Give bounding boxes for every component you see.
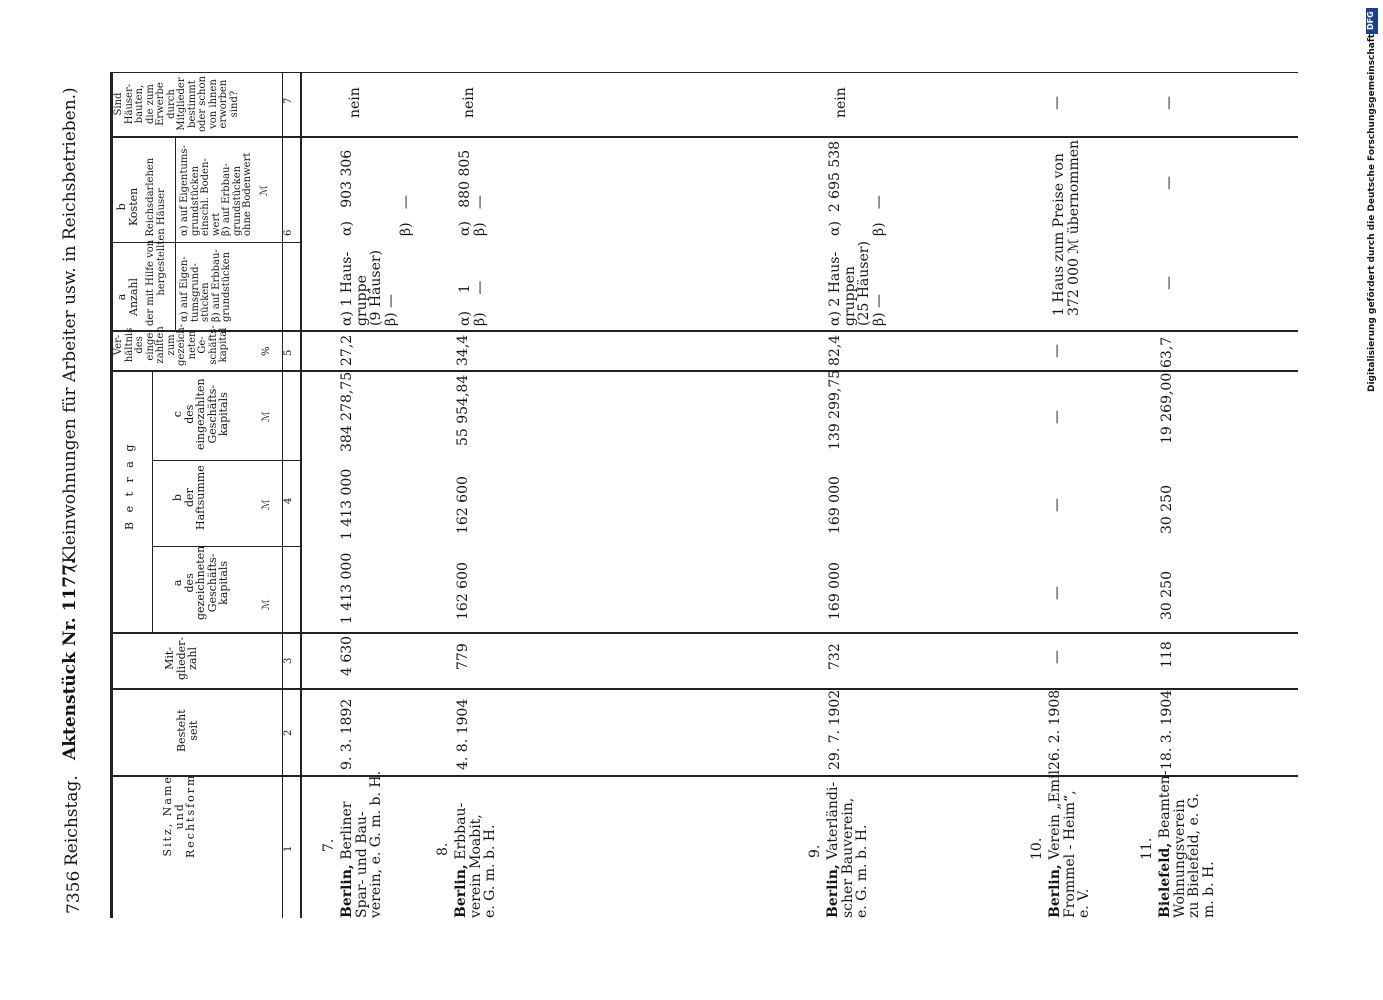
row10-buyers: — [1049, 96, 1065, 110]
col-rule-1-2 [110, 775, 1298, 777]
row10-capital-subscribed: — [1049, 586, 1065, 600]
number-row-rule [282, 72, 283, 918]
colnum-4: 4 [283, 497, 294, 504]
col1-header: Sitz, Name und Rechtsform [161, 773, 198, 858]
row8-ratio: 34,4 [455, 334, 471, 366]
col-rule-6-7 [110, 136, 1298, 138]
col3-header: Mit- glieder- zahl [163, 636, 200, 680]
col6b-subheader: α) auf Eigentums- grundstücken einschl. Boden- wert β) auf Erbbau- grundstücken ohne Bodenwert [179, 145, 253, 236]
row7-liability: 1 413 000 [339, 468, 355, 540]
row11-liability: 30 250 [1159, 485, 1175, 534]
row11-members: 118 [1159, 641, 1175, 668]
table-border-top [110, 72, 1298, 73]
col-rule-5-6 [110, 330, 1298, 332]
col-rule-2-3 [110, 688, 1298, 690]
row7-buyers: nein [347, 87, 363, 118]
table-border-left [110, 72, 113, 918]
col-rule-4-5 [110, 370, 1298, 372]
col5-header: Ver- hältnis des einge- zahlten zum gezeich- neten Ge- schäfts- kapital [113, 323, 229, 366]
unit-4c: ℳ [261, 411, 272, 422]
row11-buyers: — [1161, 96, 1177, 110]
row9-name: Berlin, Vaterländi- scher Bauverein, e. G. m. b. H. [825, 781, 871, 918]
digitization-credit: Digitalisierung gefördert durch die Deutsche Forschungsgemeinschaft [1367, 33, 1377, 392]
row8-since: 4. 8. 1904 [455, 698, 471, 770]
col-rule-4b-4c [152, 460, 300, 461]
row8-house-cost: α) 880 805 β) — [457, 149, 488, 236]
row11-since: 18. 3. 1904 [1159, 689, 1175, 770]
col2-header: Besteht seit [175, 709, 200, 752]
row7-capital-subscribed: 1 413 000 [339, 552, 355, 624]
row9-ratio: 82,4 [827, 334, 843, 366]
row7-ratio: 27,2 [339, 334, 355, 366]
row7-house-count: α) 1 Haus- gruppe (9 Häuser) β) — [339, 249, 400, 326]
col7-header: Sind Häuser- bauten, die zum Erwerbe durch Mitglieder bestimmt oder schon von ihnen erworben sind? [113, 76, 240, 132]
betrag-span-rule [152, 370, 153, 632]
col6-span-header: der mit Hilfe von Reichsdarlehen hergestellten Häuser [145, 157, 167, 326]
colnum-2: 2 [283, 729, 294, 736]
row11-name: Bielefeld, Beamten- Wohnungsverein zu Bielefeld, e. G. m. b. H. [1157, 770, 1218, 918]
header-body-rule [300, 72, 302, 918]
col6-span-rule [175, 138, 176, 330]
row11-house-count: — [1161, 276, 1177, 290]
row9-members: 732 [827, 643, 843, 670]
col-rule-3-4 [110, 632, 1298, 634]
colnum-7: 7 [283, 97, 294, 104]
row9-capital-paid: 139 299,75 [827, 369, 843, 450]
colnum-1: 1 [283, 845, 294, 852]
row9-number: 9. [807, 844, 823, 858]
row11-ratio: 63,7 [1159, 336, 1175, 368]
header-title: Aktenstück Nr. 1177. [60, 558, 80, 760]
row10-since: 26. 2. 1908 [1047, 689, 1063, 770]
col4a-header: a des gezeichneten Geschäfts- kapitals [171, 545, 231, 620]
dfg-logo: DFG [1366, 8, 1378, 34]
row9-house-cost: α) 2 695 538 β) — [827, 140, 888, 236]
unit-4a: ℳ [261, 599, 272, 610]
row9-liability: 169 000 [827, 476, 843, 534]
unit-4b: ℳ [261, 499, 272, 510]
row9-since: 29. 7. 1902 [827, 689, 843, 770]
row7-number: 7. [321, 838, 337, 852]
row10-name: Berlin, Verein „Emil Frommel - Heim“, e. V. [1047, 770, 1093, 918]
row10-members: — [1049, 650, 1065, 664]
row11-capital-paid: 19 269,00 [1159, 372, 1175, 444]
colnum-5: 5 [283, 349, 294, 356]
row8-name: Berlin, Erbbau- verein Moabit, e. G. m. b. H. [453, 802, 499, 918]
col-rule-6a-6b [110, 242, 300, 243]
row11-capital-subscribed: 30 250 [1159, 571, 1175, 620]
betrag-header: B e t r a g [123, 441, 136, 530]
row9-house-count: α) 2 Haus- gruppen (25 Häuser) β) — [827, 241, 888, 326]
row7-house-cost: α) 903 306 β) — [339, 149, 414, 236]
row8-capital-subscribed: 162 600 [455, 562, 471, 620]
col6a-header: a Anzahl [115, 278, 140, 316]
row11-number: 11. [1139, 837, 1155, 860]
col4c-header: c des eingezahlten Geschäfts- kapitals [171, 378, 231, 450]
page-number: 7356 [64, 870, 84, 914]
col4b-header: b der Haftsumme [171, 465, 208, 530]
col6b-header: b Kosten [115, 187, 140, 226]
colnum-3: 3 [283, 657, 294, 664]
header-source: Reichstag. [62, 775, 82, 866]
row8-number: 8. [435, 842, 451, 856]
row7-since: 9. 3. 1892 [339, 698, 355, 770]
unit-6: ℳ [259, 185, 270, 196]
row7-members: 4 630 [339, 635, 355, 676]
row10-ratio: — [1049, 344, 1065, 358]
row9-capital-subscribed: 169 000 [827, 562, 843, 620]
row8-buyers: nein [461, 87, 477, 118]
row8-liability: 162 600 [455, 476, 471, 534]
unit-5: % [261, 346, 272, 356]
row8-capital-paid: 55 954,84 [455, 374, 471, 446]
row10-capital-paid: — [1049, 410, 1065, 424]
row9-buyers: nein [833, 87, 849, 118]
colnum-6: 6 [283, 229, 294, 236]
row7-name: Berlin, Berliner Spar- und Bau- verein, e. G. m. b. H. [339, 770, 385, 918]
row11-house-cost: — [1161, 176, 1177, 190]
row10-number: 10. [1029, 837, 1045, 860]
row10-house-count: 1 Haus zum Preise von 372 000 ℳ übernommen [1051, 139, 1082, 316]
col6a-subheader: α) auf Eigen- tumsgrund- stücken β) auf Erbbau- grundstücken [179, 249, 232, 322]
header-subtitle: (Kleinwohnungen für Arbeiter usw. in Reichsbetrieben.) [60, 87, 80, 570]
row8-members: 779 [455, 643, 471, 670]
row8-house-count: α) 1 β) — [457, 280, 488, 326]
row7-capital-paid: 384 278,75 [339, 371, 355, 452]
row10-liability: — [1049, 498, 1065, 512]
